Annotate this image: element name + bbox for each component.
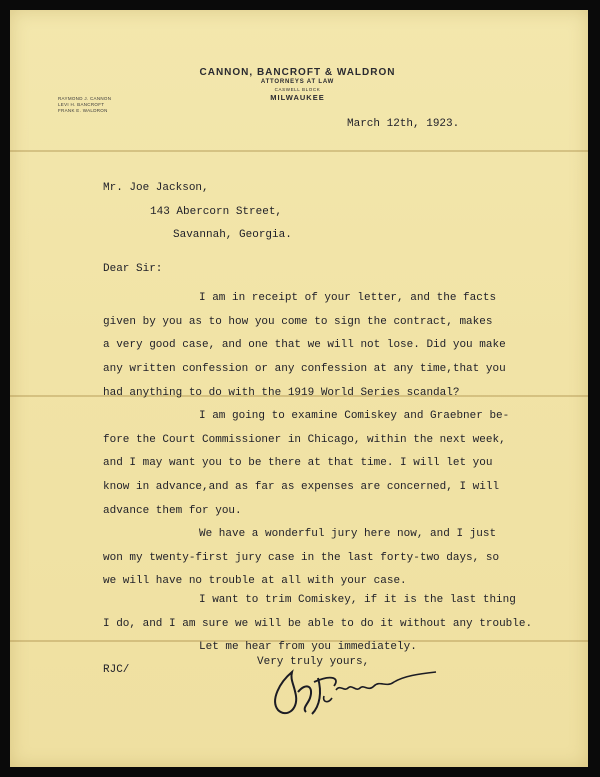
firm-name: CANNON, BANCROFT & WALDRON [199, 67, 396, 78]
letter-date: March 12th, 1923. [347, 118, 460, 130]
partner-name: LEVI H. BANCROFT [58, 102, 105, 107]
closing: Very truly yours, [257, 656, 370, 668]
body-line: know in advance,and as far as expenses are concerned, I will [103, 481, 500, 494]
paragraph-1 [103, 287, 506, 406]
partner-name: RAYMOND J. CANNON [58, 96, 112, 101]
paragraph-4 [103, 589, 532, 636]
body-line: we will have no trouble at all with your case. [103, 575, 407, 588]
body-line: given by you as to how you come to sign the contract, makes [103, 315, 493, 328]
firm-city: MILWAUKEE [270, 93, 325, 102]
partner-list [58, 96, 111, 114]
firm-building: CASWELL BLOCK [274, 87, 321, 92]
paper-fold-line [10, 150, 588, 152]
recipient-street: 143 Abercorn Street, [150, 206, 283, 218]
paragraph-3 [103, 523, 499, 594]
salutation: Dear Sir: [103, 263, 163, 275]
body-line: advance them for you. [103, 504, 242, 517]
letterhead [175, 67, 420, 102]
recipient-city: Savannah, Georgia. [173, 229, 292, 241]
body-line: I do, and I am sure we will be able to do it without any trouble. [103, 617, 533, 630]
typist-initials: RJC/ [103, 664, 130, 676]
body-line: I want to trim Comiskey, if it is the last thing [199, 594, 516, 606]
paragraph-2 [103, 405, 509, 524]
handwritten-signature [262, 652, 442, 722]
body-line: won my twenty-first jury case in the last forty-two days, so [103, 551, 500, 564]
body-line: I am going to examine Comiskey and Graebner be- [199, 410, 510, 422]
body-line: I am in receipt of your letter, and the facts [199, 292, 497, 304]
recipient-name: Mr. Joe Jackson, [103, 182, 209, 194]
body-line: Let me hear from you immediately. [199, 641, 417, 653]
body-line: a very good case, and one that we will not lose. Did you make [103, 339, 506, 352]
body-line: any written confession or any confession at any time,that you [103, 363, 506, 376]
body-line: had anything to do with the 1919 World Series scandal? [103, 386, 460, 399]
firm-subtitle: ATTORNEYS AT LAW [260, 79, 335, 85]
body-line: We have a wonderful jury here now, and I just [199, 528, 497, 540]
body-line: and I may want you to be there at that time. I will let you [103, 457, 493, 470]
body-line: fore the Court Commissioner in Chicago, within the next week, [103, 433, 506, 446]
partner-name: FRANK E. WALDRON [58, 108, 108, 113]
